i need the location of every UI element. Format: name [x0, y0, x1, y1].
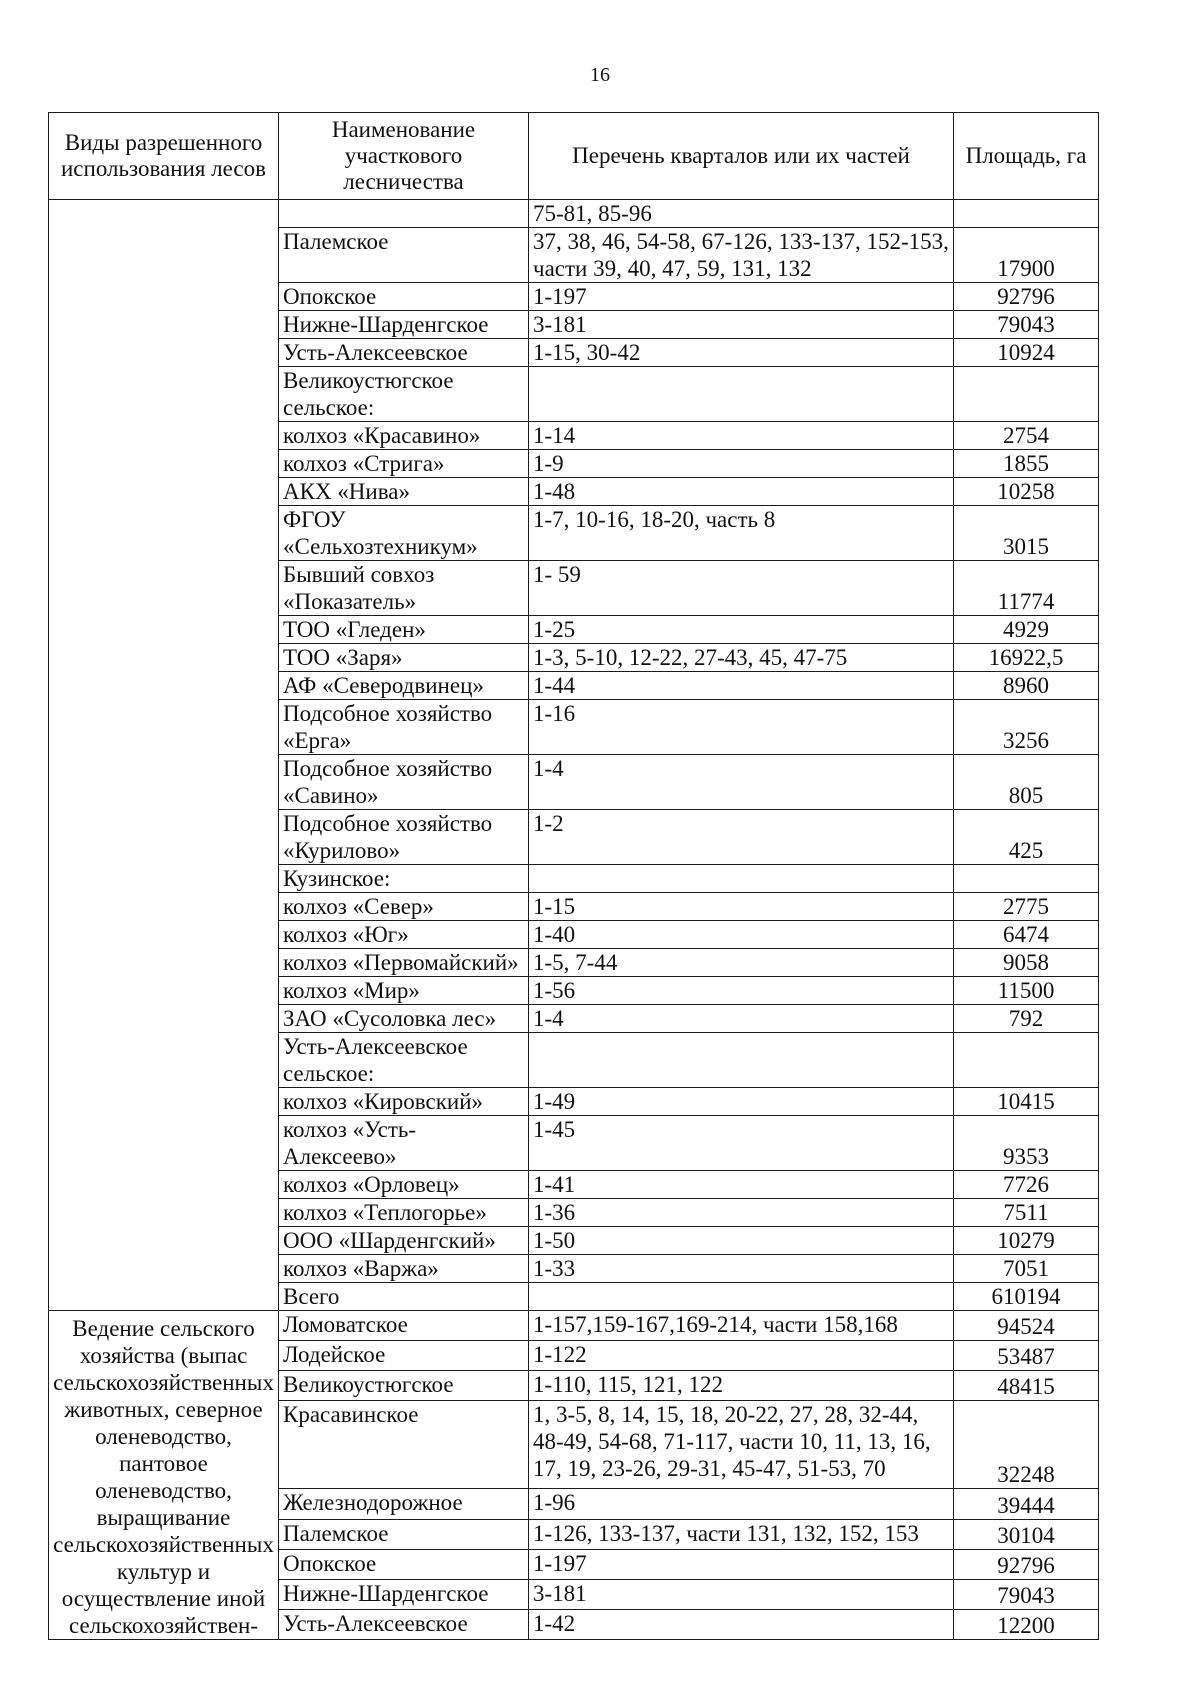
area-cell: 7726: [954, 1171, 1099, 1199]
district-cell: Кузинское:: [279, 865, 529, 893]
district-cell: Усть-Алексеевское: [279, 339, 529, 367]
district-cell: колхоз «Первомайский»: [279, 949, 529, 977]
quarters-cell: 1-4: [529, 1005, 954, 1033]
area-cell: 3256: [954, 700, 1099, 755]
area-cell: [954, 200, 1099, 228]
quarters-cell: 1-110, 115, 121, 122: [529, 1371, 954, 1401]
quarters-cell: 1-3, 5-10, 12-22, 27-43, 45, 47-75: [529, 644, 954, 672]
area-cell: 53487: [954, 1341, 1099, 1371]
quarters-cell: 1-4: [529, 755, 954, 810]
quarters-cell: 1-49: [529, 1088, 954, 1116]
area-cell: 6474: [954, 921, 1099, 949]
header-quarters: Перечень кварталов или их частей: [529, 113, 954, 200]
district-cell: колхоз «Усть-Алексеево»: [279, 1116, 529, 1171]
quarters-cell: 1-96: [529, 1489, 954, 1519]
quarters-cell: 1-45: [529, 1116, 954, 1171]
area-cell: 10258: [954, 478, 1099, 506]
quarters-cell: 3-181: [529, 1579, 954, 1609]
quarters-cell: 1-5, 7-44: [529, 949, 954, 977]
area-cell: 9058: [954, 949, 1099, 977]
district-cell: колхоз «Орловец»: [279, 1171, 529, 1199]
area-cell: 92796: [954, 1549, 1099, 1579]
area-cell: [954, 1033, 1099, 1088]
area-cell: 7051: [954, 1255, 1099, 1283]
quarters-cell: 1, 3-5, 8, 14, 15, 18, 20-22, 27, 28, 32-44, 48-49, 54-68, 71-117, части 10, 11, 13, 16, 17, 19, 23-26, 29-31, 45-47, 51-53, 70: [529, 1401, 954, 1489]
area-cell: 79043: [954, 311, 1099, 339]
header-row: [49, 113, 1099, 200]
district-cell: Лодейское: [279, 1341, 529, 1371]
district-cell: Великоустюгское: [279, 1371, 529, 1401]
table-row: [49, 1311, 1099, 1341]
quarters-cell: 1-7, 10-16, 18-20, часть 8: [529, 506, 954, 561]
quarters-cell: 1-16: [529, 700, 954, 755]
area-cell: 2775: [954, 893, 1099, 921]
table-body: [49, 200, 1099, 1640]
area-cell: 10924: [954, 339, 1099, 367]
district-cell: ООО «Шарденгский»: [279, 1227, 529, 1255]
district-cell: ТОО «Гледен»: [279, 616, 529, 644]
district-cell: Подсобное хозяйство «Курилово»: [279, 810, 529, 865]
district-cell: Подсобное хозяйство «Ерга»: [279, 700, 529, 755]
district-cell: колхоз «Теплогорье»: [279, 1199, 529, 1227]
district-cell: ЗАО «Сусоловка лес»: [279, 1005, 529, 1033]
district-cell: Ломоватское: [279, 1311, 529, 1341]
quarters-cell: 1-157,159-167,169-214, части 158,168: [529, 1311, 954, 1341]
area-cell: 12200: [954, 1609, 1099, 1639]
quarters-cell: 1-36: [529, 1199, 954, 1227]
district-cell: Нижне-Шарденгское: [279, 1579, 529, 1609]
area-cell: 4929: [954, 616, 1099, 644]
area-cell: [954, 367, 1099, 422]
area-cell: 3015: [954, 506, 1099, 561]
quarters-cell: 75-81, 85-96: [529, 200, 954, 228]
quarters-cell: 1-15, 30-42: [529, 339, 954, 367]
area-cell: 39444: [954, 1489, 1099, 1519]
quarters-cell: 1-44: [529, 672, 954, 700]
area-cell: 805: [954, 755, 1099, 810]
district-cell: Бывший совхоз «Показатель»: [279, 561, 529, 616]
usage-cell: [49, 200, 279, 1311]
header-area: Площадь, га: [954, 113, 1099, 200]
district-cell: колхоз «Мир»: [279, 977, 529, 1005]
quarters-cell: 1-2: [529, 810, 954, 865]
quarters-cell: [529, 1283, 954, 1311]
district-cell: Опокское: [279, 1549, 529, 1579]
quarters-cell: 1-25: [529, 616, 954, 644]
area-cell: 10415: [954, 1088, 1099, 1116]
district-cell: ТОО «Заря»: [279, 644, 529, 672]
area-cell: 425: [954, 810, 1099, 865]
quarters-cell: [529, 367, 954, 422]
district-cell: Подсобное хозяйство «Савино»: [279, 755, 529, 810]
district-cell: Великоустюгское сельское:: [279, 367, 529, 422]
district-cell: АФ «Северодвинец»: [279, 672, 529, 700]
area-cell: 92796: [954, 283, 1099, 311]
quarters-cell: 1-197: [529, 1549, 954, 1579]
area-cell: 8960: [954, 672, 1099, 700]
quarters-cell: 1-197: [529, 283, 954, 311]
area-cell: 11774: [954, 561, 1099, 616]
district-cell: Усть-Алексеевское сельское:: [279, 1033, 529, 1088]
quarters-cell: 1-126, 133-137, части 131, 132, 152, 153: [529, 1519, 954, 1549]
forest-usage-table: [48, 112, 1099, 1640]
quarters-cell: [529, 1033, 954, 1088]
quarters-cell: [529, 865, 954, 893]
district-cell: колхоз «Юг»: [279, 921, 529, 949]
district-cell: Палемское: [279, 1519, 529, 1549]
area-cell: 11500: [954, 977, 1099, 1005]
area-cell: 79043: [954, 1579, 1099, 1609]
table-row: [49, 200, 1099, 228]
district-cell: колхоз «Стрига»: [279, 450, 529, 478]
quarters-cell: 1- 59: [529, 561, 954, 616]
area-cell: 48415: [954, 1371, 1099, 1401]
header-district: Наименование участкового лесничества: [279, 113, 529, 200]
area-cell: 792: [954, 1005, 1099, 1033]
district-cell: Красавинское: [279, 1401, 529, 1489]
area-cell: 610194: [954, 1283, 1099, 1311]
district-cell: ФГОУ «Сельхозтехникум»: [279, 506, 529, 561]
quarters-cell: 1-14: [529, 422, 954, 450]
area-cell: 94524: [954, 1311, 1099, 1341]
usage-cell: Ведение сельского хозяйства (выпас сельскохозяйственных животных, северное оленеводство, пантовое оленеводство, выращивание сельскохозяйственных культур и осуществление иной сельскохозяйствен-: [49, 1311, 279, 1640]
page-number: 16: [590, 64, 610, 86]
quarters-cell: 1-9: [529, 450, 954, 478]
quarters-cell: 1-40: [529, 921, 954, 949]
quarters-cell: 1-56: [529, 977, 954, 1005]
district-cell: Палемское: [279, 228, 529, 283]
area-cell: 16922,5: [954, 644, 1099, 672]
district-cell: Железнодорожное: [279, 1489, 529, 1519]
area-cell: 2754: [954, 422, 1099, 450]
quarters-cell: 1-42: [529, 1609, 954, 1639]
district-cell: колхоз «Красавино»: [279, 422, 529, 450]
area-cell: 1855: [954, 450, 1099, 478]
district-cell: [279, 200, 529, 228]
district-cell: колхоз «Север»: [279, 893, 529, 921]
district-cell: Усть-Алексеевское: [279, 1609, 529, 1639]
quarters-cell: 1-41: [529, 1171, 954, 1199]
area-cell: 32248: [954, 1401, 1099, 1489]
area-cell: 17900: [954, 228, 1099, 283]
area-cell: [954, 865, 1099, 893]
district-cell: колхоз «Варжа»: [279, 1255, 529, 1283]
area-cell: 30104: [954, 1519, 1099, 1549]
quarters-cell: 1-122: [529, 1341, 954, 1371]
quarters-cell: 1-48: [529, 478, 954, 506]
quarters-cell: 37, 38, 46, 54-58, 67-126, 133-137, 152-153, части 39, 40, 47, 59, 131, 132: [529, 228, 954, 283]
area-cell: 10279: [954, 1227, 1099, 1255]
district-cell: колхоз «Кировский»: [279, 1088, 529, 1116]
district-cell: АКХ «Нива»: [279, 478, 529, 506]
area-cell: 9353: [954, 1116, 1099, 1171]
quarters-cell: 1-33: [529, 1255, 954, 1283]
header-usage: Виды разрешенного использования лесов: [49, 113, 279, 200]
district-cell: Всего: [279, 1283, 529, 1311]
area-cell: 7511: [954, 1199, 1099, 1227]
quarters-cell: 3-181: [529, 311, 954, 339]
quarters-cell: 1-15: [529, 893, 954, 921]
quarters-cell: 1-50: [529, 1227, 954, 1255]
district-cell: Нижне-Шарденгское: [279, 311, 529, 339]
district-cell: Опокское: [279, 283, 529, 311]
